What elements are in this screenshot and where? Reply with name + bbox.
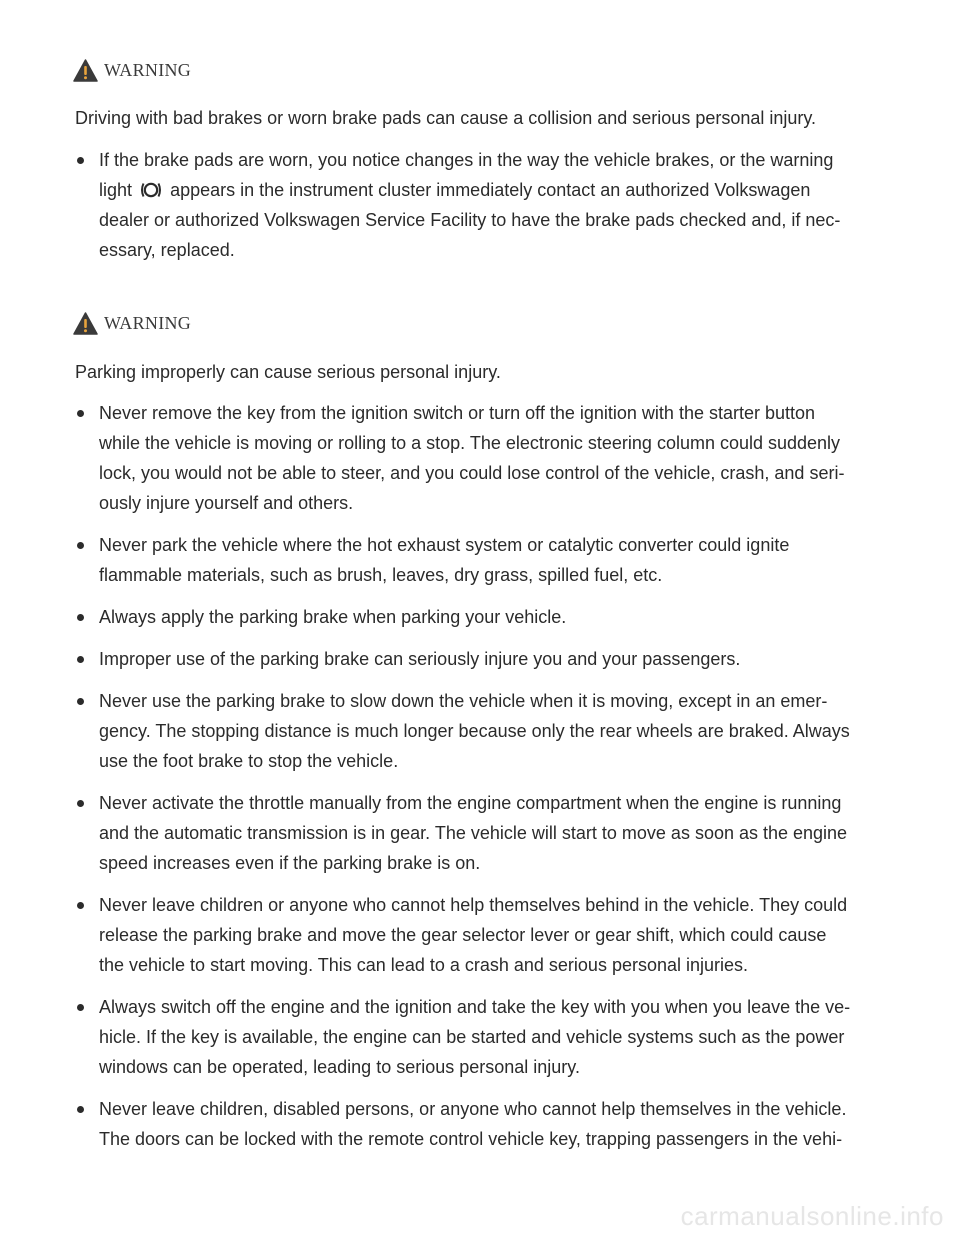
bullet-line: dealer or authorized Volkswagen Service Facility to have the brake pads checked and, if nec- [99,210,841,230]
bullet-line: Never remove the key from the ignition switch or turn off the ignition with the starter button [99,403,816,423]
warning-label: WARNING [104,312,192,333]
bullet-dot [77,1106,84,1113]
bullet-line: windows can be operated, leading to serious personal injury. [99,1057,580,1077]
list-item [75,686,895,776]
list-item [75,602,895,632]
brake-warning-icon [140,181,162,199]
list-item [75,788,895,878]
bullet-line: Always apply the parking brake when parking your vehicle. [99,607,567,627]
bullet-line: flammable materials, such as brush, leaves, dry grass, spilled fuel, etc. [99,565,663,585]
bullet-line: Never park the vehicle where the hot exhaust system or catalytic converter could ignite [99,535,790,555]
bullet-dot [77,614,84,621]
warning-triangle-icon [73,312,98,335]
bullet-line: Never leave children, disabled persons, or anyone who cannot help themselves in the vehicle. [99,1099,847,1119]
bullet-dot [77,698,84,705]
warning-header [73,309,191,337]
list-item [75,890,895,980]
warning-list [75,145,895,277]
watermark: carmanualsonline.info [680,1201,944,1231]
bullet-line: lock, you would not be able to steer, and you could lose control of the vehicle, crash, and seri- [99,463,845,483]
list-item [75,992,895,1082]
list-item [75,398,895,518]
list-item [75,145,895,265]
warning-list [75,398,895,1166]
bullet-line: The doors can be locked with the remote control vehicle key, trapping passengers in the vehi- [99,1129,843,1149]
list-item [75,1094,895,1154]
bullet-line: gency. The stopping distance is much longer because only the rear wheels are braked. Always [99,721,850,741]
bullet-dot [77,157,84,164]
bullet-line: Always switch off the engine and the ignition and take the key with you when you leave the ve- [99,997,851,1017]
bullet-line: the vehicle to start moving. This can lead to a crash and serious personal injuries. [99,955,749,975]
bullet-line: Never activate the throttle manually from the engine compartment when the engine is running [99,793,842,813]
bullet-line: Improper use of the parking brake can seriously injure you and your passengers. [99,649,741,669]
bullet-dot [77,410,84,417]
bullet-line: essary, replaced. [99,240,235,260]
bullet-line: ously injure yourself and others. [99,493,354,513]
list-item [75,644,895,674]
bullet-line: If the brake pads are worn, you notice changes in the way the vehicle brakes, or the warning [99,150,834,170]
bullet-text: appears in the instrument cluster immediately contact an authorized Volkswagen [170,180,811,200]
list-item [75,530,895,590]
bullet-text: light [99,180,133,200]
bullet-line: use the foot brake to stop the vehicle. [99,751,399,771]
bullet-line: and the automatic transmission is in gear. The vehicle will start to move as soon as the engine [99,823,848,843]
bullet-line: Never use the parking brake to slow down the vehicle when it is moving, except in an emer- [99,691,828,711]
bullet-dot [77,902,84,909]
warning-intro: Parking improperly can cause serious personal injury. [75,362,501,382]
bullet-dot [77,1004,84,1011]
bullet-line: Never leave children or anyone who cannot help themselves behind in the vehicle. They could [99,895,848,915]
bullet-dot [77,800,84,807]
warning-header [73,56,191,84]
bullet-line: speed increases even if the parking brake is on. [99,853,481,873]
warning-label: WARNING [104,59,192,80]
bullet-line: hicle. If the key is available, the engine can be started and vehicle systems such as the power [99,1027,845,1047]
bullet-line: release the parking brake and move the gear selector lever or gear shift, which could cause [99,925,827,945]
bullet-line [99,175,895,205]
bullet-dot [77,542,84,549]
warning-triangle-icon [73,59,98,82]
bullet-dot [77,656,84,663]
warning-intro: Driving with bad brakes or worn brake pads can cause a collision and serious personal injury. [75,108,817,128]
bullet-line: while the vehicle is moving or rolling to a stop. The electronic steering column could suddenly [99,433,841,453]
